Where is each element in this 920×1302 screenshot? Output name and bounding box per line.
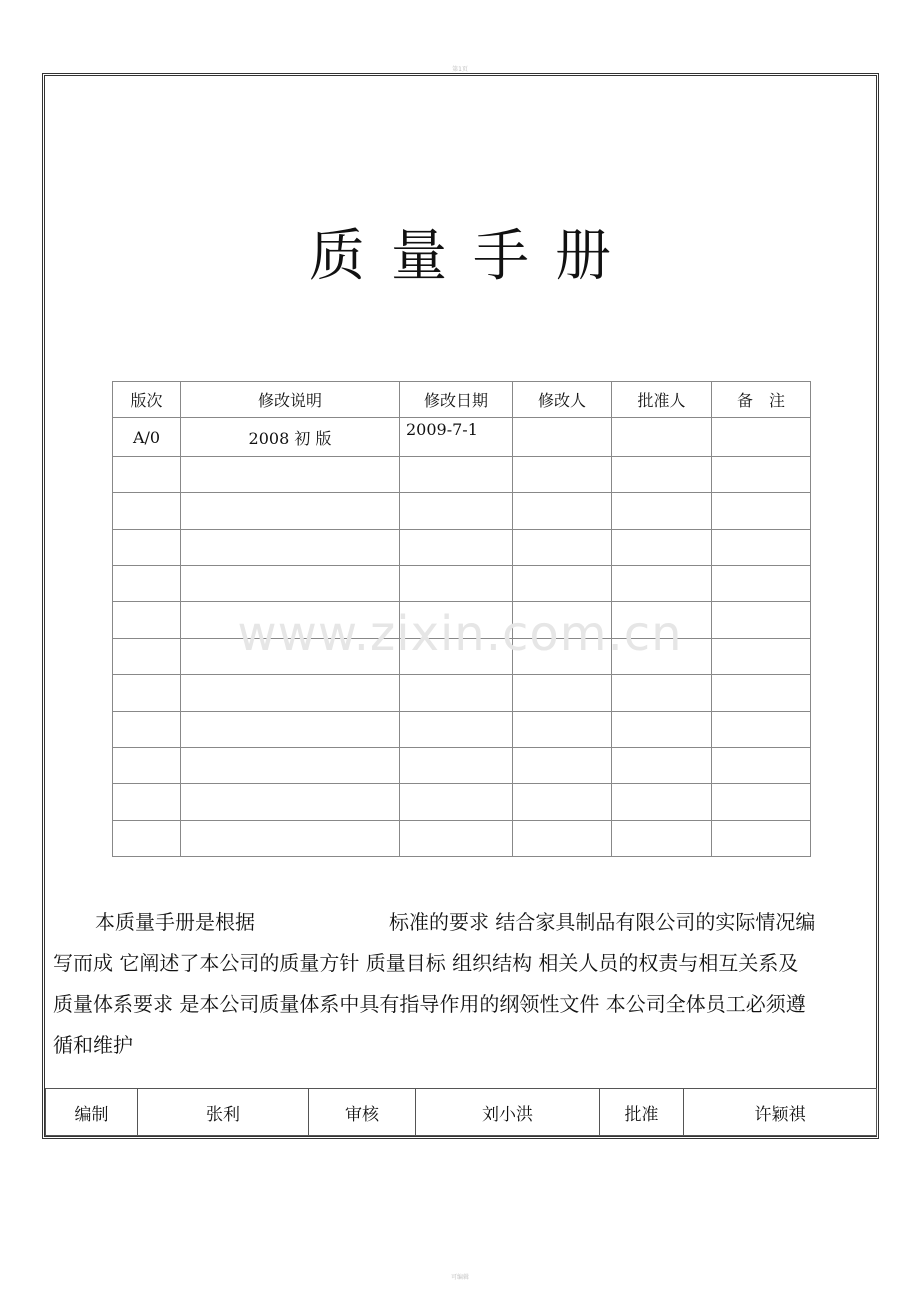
revision-cell-date	[400, 747, 513, 783]
revision-cell-description	[181, 565, 400, 601]
revision-cell-approver	[612, 456, 712, 492]
revision-cell-approver	[612, 784, 712, 820]
revision-cell-reviser	[513, 784, 612, 820]
revision-cell-reviser	[513, 493, 612, 529]
revision-cell-date	[400, 820, 513, 856]
revision-cell-approver	[612, 747, 712, 783]
revision-cell-remarks	[712, 493, 811, 529]
revision-cell-approver	[612, 493, 712, 529]
revision-cell-description	[181, 675, 400, 711]
revision-cell-date	[400, 565, 513, 601]
revision-cell-edition: A/0	[113, 418, 181, 456]
header-cell-date: 修改日期	[400, 382, 513, 418]
page-footer-mark: 可编辑	[450, 1274, 469, 1281]
revision-cell-date	[400, 784, 513, 820]
revision-cell-remarks	[712, 747, 811, 783]
compiled-label: 编制	[46, 1089, 138, 1136]
revision-table-row	[113, 418, 811, 456]
reviewed-name: 刘小洪	[416, 1089, 600, 1136]
revision-cell-edition	[113, 675, 181, 711]
intro-paragraph	[53, 902, 871, 1066]
reviewed-label: 审核	[309, 1089, 416, 1136]
revision-cell-reviser	[513, 675, 612, 711]
revision-cell-description	[181, 784, 400, 820]
revision-cell-remarks	[712, 820, 811, 856]
revision-cell-remarks	[712, 418, 811, 456]
revision-table-row	[113, 675, 811, 711]
intro-line-4: 循和维护	[53, 1033, 133, 1057]
revision-cell-approver	[612, 820, 712, 856]
revision-cell-approver	[612, 565, 712, 601]
intro-line-1-b: 标准的要求 结合家具制品有限公司的实际情况编	[389, 910, 816, 934]
intro-line-1-a: 本质量手册是根据	[95, 910, 255, 934]
revision-cell-remarks	[712, 565, 811, 601]
revision-cell-date	[400, 675, 513, 711]
revision-cell-edition	[113, 456, 181, 492]
document-title: 质量手册	[309, 224, 637, 289]
revision-cell-date	[400, 529, 513, 565]
revision-cell-description	[181, 747, 400, 783]
revision-cell-approver	[612, 711, 712, 747]
signoff-table	[45, 1088, 877, 1136]
revision-cell-remarks	[712, 784, 811, 820]
revision-cell-description	[181, 711, 400, 747]
revision-cell-reviser	[513, 820, 612, 856]
revision-table-row	[113, 493, 811, 529]
revision-cell-edition	[113, 493, 181, 529]
header-cell-approver: 批准人	[612, 382, 712, 418]
revision-table-row	[113, 529, 811, 565]
revision-table-row	[113, 565, 811, 601]
header-cell-reviser: 修改人	[513, 382, 612, 418]
revision-cell-description: 2008 初 版	[181, 418, 400, 456]
revision-cell-reviser	[513, 747, 612, 783]
revision-cell-edition	[113, 565, 181, 601]
revision-cell-reviser	[513, 529, 612, 565]
revision-cell-remarks	[712, 675, 811, 711]
revision-cell-description	[181, 493, 400, 529]
revision-cell-remarks	[712, 711, 811, 747]
revision-cell-description	[181, 456, 400, 492]
revision-cell-reviser	[513, 565, 612, 601]
header-cell-remarks: 备 注	[712, 382, 811, 418]
compiled-name: 张利	[138, 1089, 309, 1136]
watermark-text: www.zixin.com.cn	[237, 606, 683, 662]
revision-table-row	[113, 456, 811, 492]
revision-cell-date	[400, 711, 513, 747]
intro-line-3: 质量体系要求 是本公司质量体系中具有指导作用的纲领性文件 本公司全体员工必须遵	[53, 992, 806, 1016]
header-cell-edition: 版次	[113, 382, 181, 418]
revision-cell-remarks	[712, 456, 811, 492]
revision-cell-description	[181, 820, 400, 856]
revision-cell-date	[400, 493, 513, 529]
revision-cell-reviser	[513, 711, 612, 747]
revision-cell-reviser	[513, 456, 612, 492]
signoff-row	[46, 1089, 877, 1136]
revision-cell-remarks	[712, 529, 811, 565]
intro-line-1	[53, 902, 871, 943]
revision-table-header-row	[113, 382, 811, 418]
revision-cell-edition	[113, 784, 181, 820]
intro-line-2: 写而成 它阐述了本公司的质量方针 质量目标 组织结构 相关人员的权责与相互关系及	[53, 951, 799, 975]
page-header-mark: 第1页	[452, 66, 468, 73]
header-cell-description: 修改说明	[181, 382, 400, 418]
revision-cell-edition	[113, 529, 181, 565]
revision-cell-date	[400, 456, 513, 492]
approved-label: 批准	[600, 1089, 684, 1136]
approved-name: 许颖祺	[684, 1089, 877, 1136]
revision-table-row	[113, 711, 811, 747]
revision-cell-reviser	[513, 418, 612, 456]
revision-table-row	[113, 820, 811, 856]
revision-table-row	[113, 747, 811, 783]
revision-cell-edition	[113, 747, 181, 783]
revision-cell-approver	[612, 529, 712, 565]
revision-cell-edition	[113, 711, 181, 747]
revision-cell-description	[181, 529, 400, 565]
revision-table-row	[113, 784, 811, 820]
revision-cell-date: 2009-7-1	[400, 418, 513, 456]
revision-cell-edition	[113, 820, 181, 856]
revision-cell-approver	[612, 418, 712, 456]
revision-cell-approver	[612, 675, 712, 711]
